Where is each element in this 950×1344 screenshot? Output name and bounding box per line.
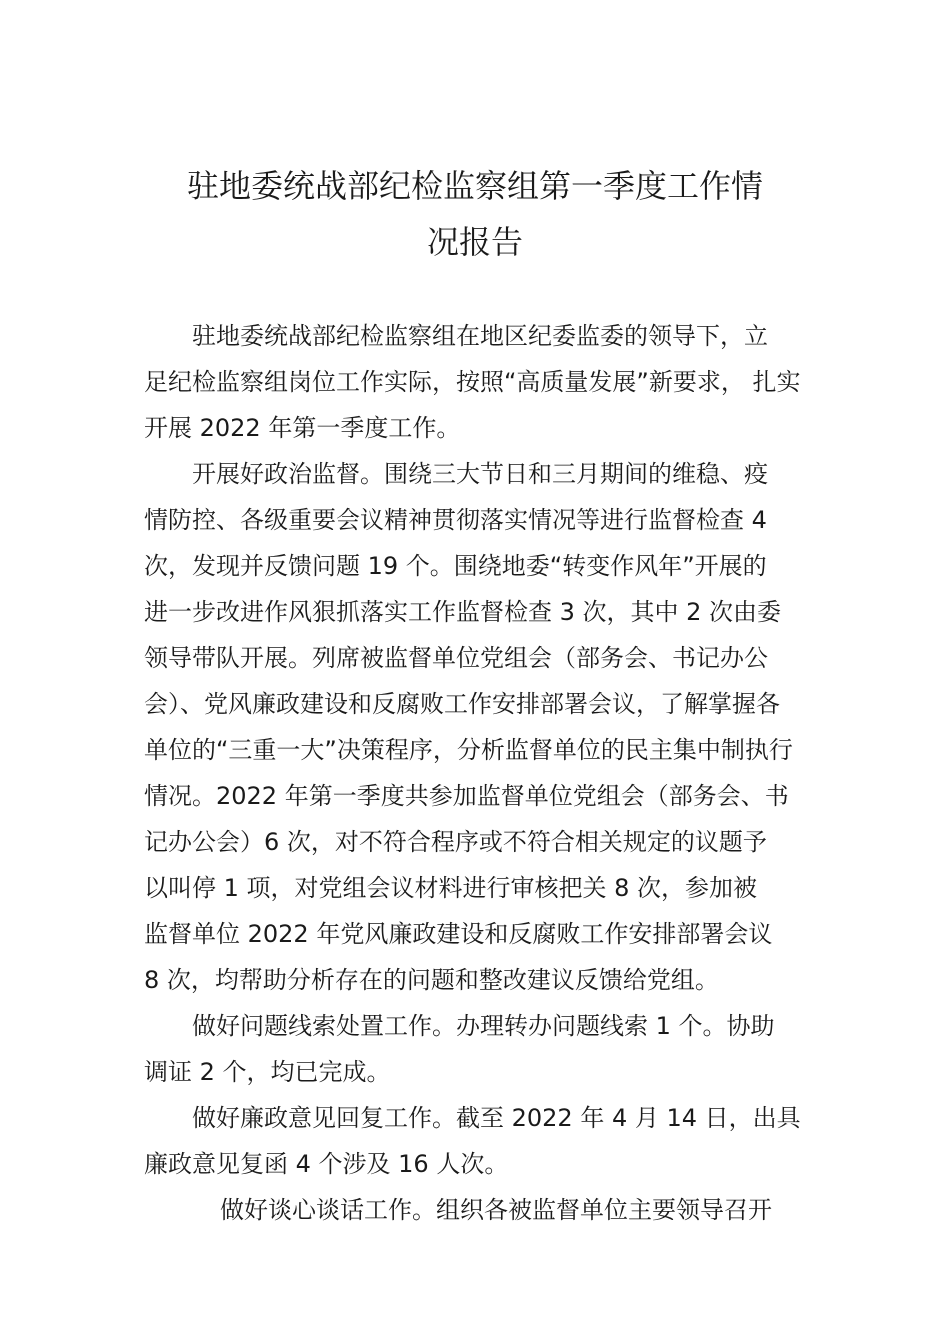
paragraph-line: 领导带队开展。列席被监督单位党组会（部务会、书记办公	[144, 644, 768, 672]
paragraph-line: 廉政意见复函 4 个涉及 16 人次。	[144, 1150, 509, 1178]
paragraph-line: 驻地委统战部纪检监察组在地区纪委监委的领导下，立	[192, 322, 768, 350]
paragraph-line: 以叫停 1 项，对党组会议材料进行审核把关 8 次，参加被	[144, 874, 758, 902]
paragraph-line: 次，发现并反馈问题 19 个。围绕地委“转变作风年”开展的	[144, 552, 767, 580]
paragraph-line: 做好问题线索处置工作。办理转办问题线索 1 个。协助	[192, 1012, 775, 1040]
paragraph-line: 开展 2022 年第一季度工作。	[144, 414, 461, 442]
document-body	[144, 313, 816, 1233]
title-line-2: 况报告	[426, 223, 523, 261]
paragraph-line: 8 次，均帮助分析存在的问题和整改建议反馈给党组。	[144, 966, 719, 994]
paragraph-line: 做好谈心谈话工作。组织各被监督单位主要领导召开	[220, 1196, 772, 1224]
paragraph-line: 记办公会）6 次，对不符合程序或不符合相关规定的议题予	[144, 828, 767, 856]
paragraph-line: 开展好政治监督。围绕三大节日和三月期间的维稳、疫	[192, 460, 768, 488]
paragraph-line: 单位的“三重一大”决策程序，分析监督单位的民主集中制执行	[144, 736, 793, 764]
paragraph-line: 进一步改进作风狠抓落实工作监督检查 3 次，其中 2 次由委	[144, 598, 782, 626]
paragraph-line: 足纪检监察组岗位工作实际，按照“高质量发展”新要求， 扎实	[144, 368, 801, 396]
paragraph-line: 调证 2 个，均已完成。	[144, 1058, 391, 1086]
paragraph-line: 监督单位 2022 年党风廉政建设和反腐败工作安排部署会议	[144, 920, 773, 948]
paragraph-line: 会）、党风廉政建设和反腐败工作安排部署会议，了解掌握各	[144, 690, 780, 718]
paragraph-line: 情防控、各级重要会议精神贯彻落实情况等进行监督检查 4	[144, 506, 767, 534]
paragraph-line: 做好廉政意见回复工作。截至 2022 年 4 月 14 日，出具	[192, 1104, 801, 1132]
title-line-1: 驻地委统战部纪检监察组第一季度工作情	[186, 167, 763, 205]
paragraph-line: 情况。2022 年第一季度共参加监督单位党组会（部务会、书	[144, 782, 789, 810]
document-title	[120, 158, 830, 270]
